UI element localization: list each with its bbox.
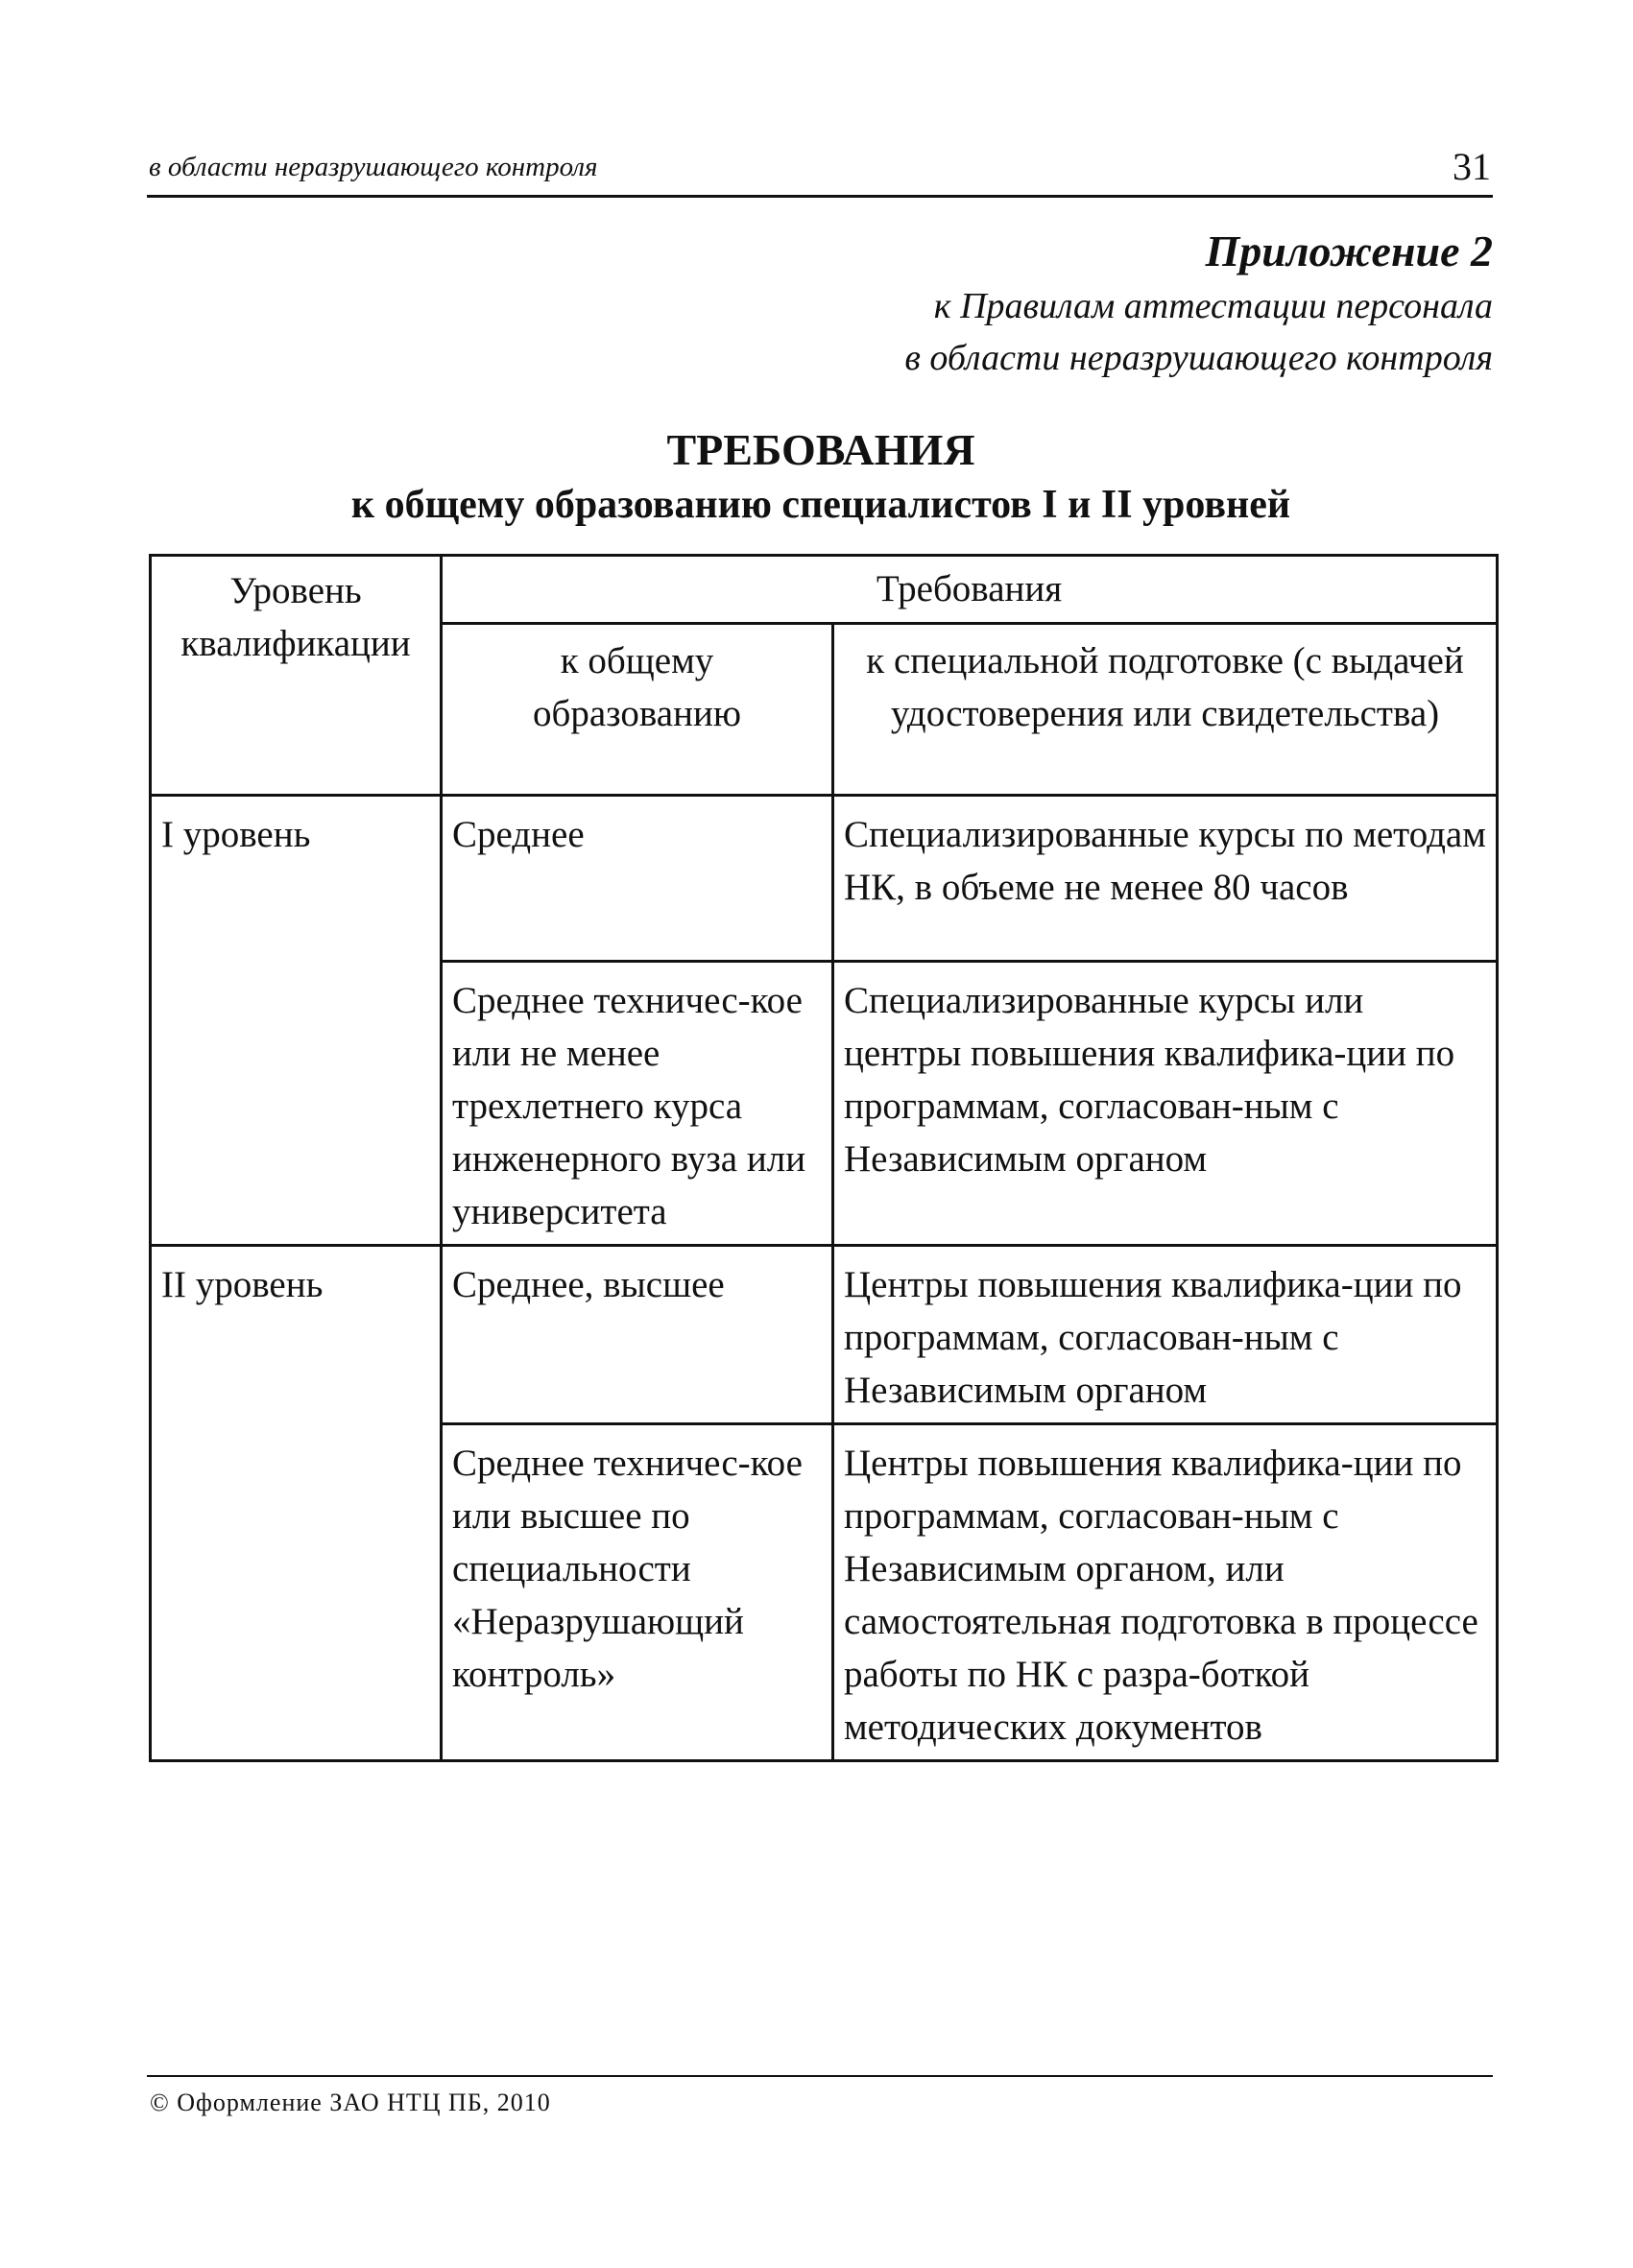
general-cell (442, 962, 833, 1246)
special-text: Центры повышения квалифика-ции по программам, согласован-ным с Независимым органом (844, 1264, 1462, 1411)
special-cell (833, 962, 1498, 1246)
special-text: Центры повышения квалифика-ции по программам, согласован-ным с Независимым органом, или самостоятельная подготовка в процессе работы по НК с разра-боткой методических документов (844, 1443, 1478, 1748)
general-text: Среднее техничес-кое или не менее трехлетнего курса инженерного вуза или университета (452, 980, 806, 1232)
general-text: Среднее (452, 814, 585, 855)
special-cell (833, 1246, 1498, 1424)
general-cell (442, 1424, 833, 1761)
general-cell (442, 1246, 833, 1424)
footer-divider (147, 2075, 1493, 2077)
running-head: в области неразрушающего контроля (149, 152, 598, 182)
header-divider (147, 195, 1493, 198)
header-special-label: к специальной подготовке (с выдачей удостоверения или свидетельства) (866, 640, 1464, 734)
document-subtitle: к общему образованию специалистов I и II уровней (350, 483, 1291, 527)
header-requirements (442, 556, 1498, 624)
level-cell (151, 796, 442, 1246)
table-row (151, 796, 1498, 962)
appendix-line-2: в области неразрушающего контроля (904, 338, 1493, 378)
header-general-label: к общему образованию (533, 640, 741, 734)
header-level-label: Уровень квалификации (180, 570, 411, 664)
appendix-block (904, 223, 1493, 384)
special-cell (833, 796, 1498, 962)
header-level (151, 556, 442, 796)
table-row (151, 1246, 1498, 1424)
page-number: 31 (1453, 145, 1491, 188)
header-general (442, 624, 833, 796)
level-label: II уровень (161, 1264, 324, 1305)
table-header-row (151, 556, 1498, 624)
special-text: Специализированные курсы по методам НК, в объеме не менее 80 часов (844, 814, 1486, 908)
footer-copyright: © Оформление ЗАО НТЦ ПБ, 2010 (150, 2089, 551, 2116)
header-requirements-label: Требования (876, 568, 1063, 609)
level-cell (151, 1246, 442, 1761)
appendix-title: Приложение 2 (1205, 227, 1493, 275)
special-text: Специализированные курсы или центры повышения квалифика-ции по программам, согласован-ным с Независимым органом (844, 980, 1455, 1180)
header-special (833, 624, 1498, 796)
general-text: Среднее техничес-кое или высшее по специальности «Неразрушающий контроль» (452, 1443, 803, 1695)
appendix-line-1: к Правилам аттестации персонала (933, 286, 1493, 326)
general-text: Среднее, высшее (452, 1264, 725, 1305)
special-cell (833, 1424, 1498, 1761)
level-label: I уровень (161, 814, 311, 855)
general-cell (442, 796, 833, 962)
document-title: ТРЕБОВАНИЯ (666, 425, 975, 474)
requirements-table (149, 554, 1499, 1762)
